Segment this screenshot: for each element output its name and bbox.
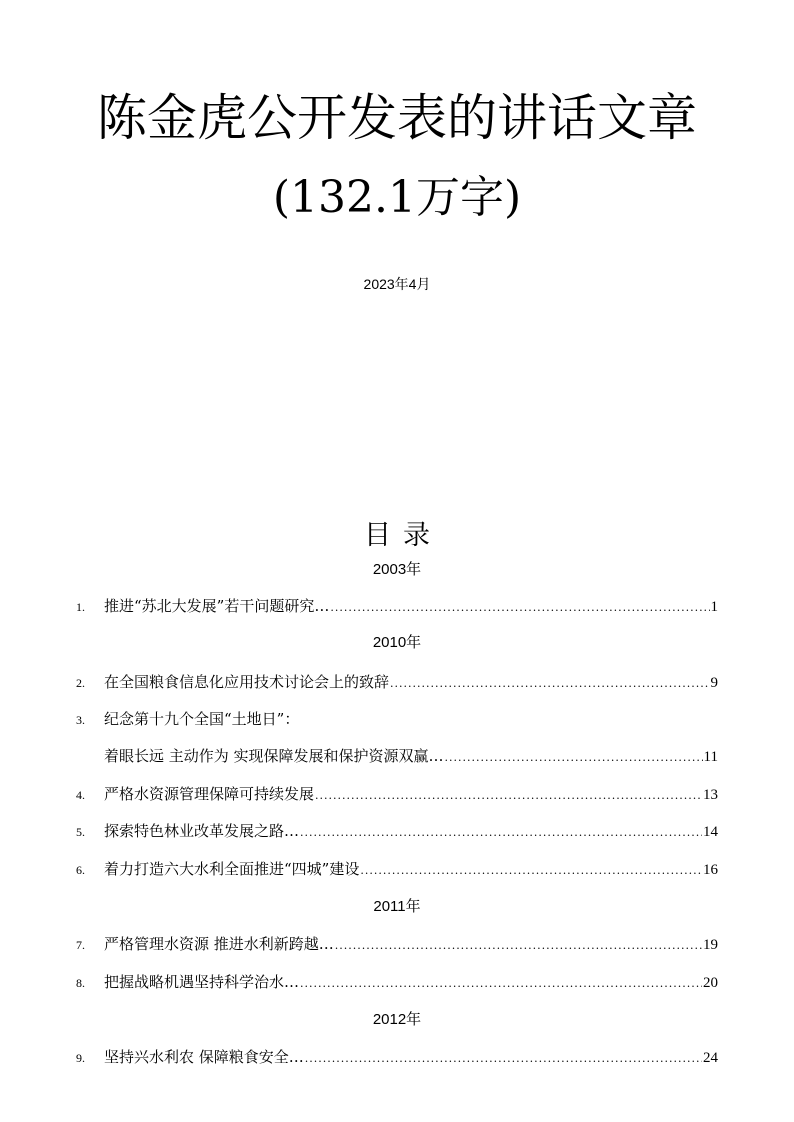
toc-leader-dots <box>445 746 703 770</box>
toc-leader-dots <box>390 672 709 696</box>
toc-entry-page: 19 <box>703 937 718 953</box>
document-date: 2023年4月 <box>363 276 431 292</box>
toc-year-2003: 2003年 <box>372 561 422 578</box>
toc-entry-number: 7. <box>76 938 85 952</box>
toc-entry-2[interactable] <box>76 670 718 694</box>
toc-leader-dots <box>315 784 702 808</box>
toc-entry-number: 8. <box>76 976 85 990</box>
toc-entry-page: 13 <box>703 787 718 803</box>
toc-entry-number: 4. <box>76 788 85 802</box>
toc-entry-6[interactable] <box>76 857 718 881</box>
toc-entry-number: 6. <box>76 863 85 877</box>
toc-entry-page: 9 <box>710 675 718 691</box>
toc-entry-page: 16 <box>703 862 718 878</box>
toc-entry-title: 坚持兴水利农 保障粮食安全… <box>104 1048 304 1066</box>
toc-entry-title: 严格水资源管理保障可持续发展 <box>104 785 315 803</box>
toc-entry-title: 严格管理水资源 推进水利新跨越… <box>104 935 334 953</box>
toc-entry-title: 探索特色林业改革发展之路… <box>104 822 300 840</box>
toc-leader-dots <box>305 1047 702 1071</box>
toc-entry-number: 9. <box>76 1051 85 1065</box>
toc-leader-dots <box>300 972 702 996</box>
toc-entry-page: 24 <box>703 1050 718 1066</box>
toc-entry-number: 5. <box>76 825 85 839</box>
toc-entry-title: 推进“苏北大发展”若干问题研究… <box>104 597 330 615</box>
toc-entry-3[interactable] <box>76 707 718 731</box>
toc-entry-page: 14 <box>703 824 718 840</box>
toc-entry-title: 把握战略机遇坚持科学治水… <box>104 973 300 991</box>
toc-entry-number: 2. <box>76 676 85 690</box>
toc-entry-3-continuation[interactable] <box>76 744 718 768</box>
toc-entry-number: 3. <box>76 713 85 727</box>
toc-year-2011: 2011年 <box>373 898 421 915</box>
document-title: 陈金虎公开发表的讲话文章 <box>97 89 697 147</box>
toc-entry-7[interactable] <box>76 932 718 956</box>
toc-entry-page: 20 <box>703 975 718 991</box>
toc-year-2010: 2010年 <box>372 634 422 651</box>
toc-entry-page: 1 <box>710 599 718 615</box>
toc-entry-title: 在全国粮食信息化应用技术讨论会上的致辞 <box>104 673 390 691</box>
document-subtitle-word-count: (132.1万字) <box>272 172 522 223</box>
toc-leader-dots <box>330 596 709 620</box>
toc-entry-page: 11 <box>703 749 718 765</box>
toc-leader-dots <box>300 821 702 845</box>
toc-entry-title: 着力打造六大水利全面推进“四城”建设 <box>104 860 360 878</box>
toc-entry-number: 1. <box>76 600 85 614</box>
toc-entry-title: 纪念第十九个全国“土地日”： <box>104 710 300 728</box>
toc-leader-dots <box>335 934 702 958</box>
toc-leader-dots <box>360 859 702 883</box>
toc-entry-8[interactable] <box>76 970 718 994</box>
toc-entry-4[interactable] <box>76 782 718 806</box>
toc-heading: 目录 <box>364 520 442 551</box>
toc-entry-5[interactable] <box>76 819 718 843</box>
toc-entry-1[interactable] <box>76 594 718 618</box>
toc-entry-9[interactable] <box>76 1045 718 1069</box>
toc-year-2012: 2012年 <box>372 1011 422 1028</box>
toc-entry-title-continuation: 着眼长远 主动作为 实现保障发展和保护资源双赢… <box>104 747 444 765</box>
